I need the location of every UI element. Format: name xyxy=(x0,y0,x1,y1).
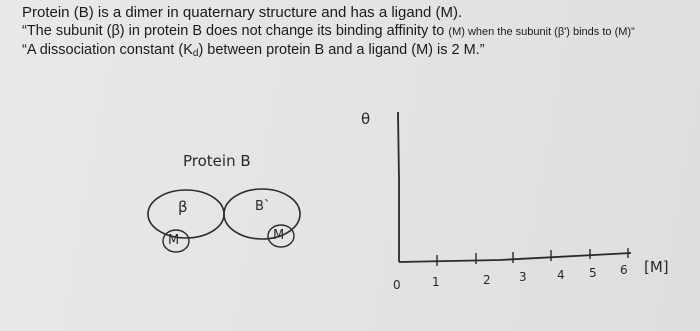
question-line-2-main: “The subunit (β) in protein B does not change its binding affinity to xyxy=(22,23,449,39)
x-tick-label-3: 3 xyxy=(519,270,527,284)
ligand-right-label: M xyxy=(273,228,285,243)
question-line-1: Protein (B) is a dimer in quaternary structure and has a ligand (M). xyxy=(22,4,463,21)
x-tick-label-5: 5 xyxy=(589,266,597,280)
x-tick-label-6: 6 xyxy=(620,263,628,277)
question-line-3-post: ) between protein B and a ligand (M) is 2 M.” xyxy=(198,42,485,58)
question-line-2-small: (M) when the subunit (β') binds to (M)” xyxy=(448,26,635,38)
x-tick-label-4: 4 xyxy=(557,268,565,282)
subunit-beta-label: β xyxy=(178,198,188,216)
subunit-beta-prime-label: B` xyxy=(255,199,271,214)
y-axis-line xyxy=(398,112,399,262)
question-line-3-pre: “A dissociation constant (K xyxy=(22,42,193,58)
protein-b-title: Protein B xyxy=(183,152,251,170)
x-axis-line xyxy=(399,253,631,262)
ligand-left-label: M xyxy=(168,233,180,248)
kd-subscript: d xyxy=(192,48,199,59)
y-axis-label-theta: θ xyxy=(361,110,371,128)
x-tick-label-0: 0 xyxy=(393,278,401,292)
subunit-beta-prime-shape xyxy=(224,189,300,239)
x-tick-label-1: 1 xyxy=(432,275,440,289)
x-axis-label-ligand-conc: [M] xyxy=(644,258,669,276)
x-tick-label-2: 2 xyxy=(483,273,491,287)
